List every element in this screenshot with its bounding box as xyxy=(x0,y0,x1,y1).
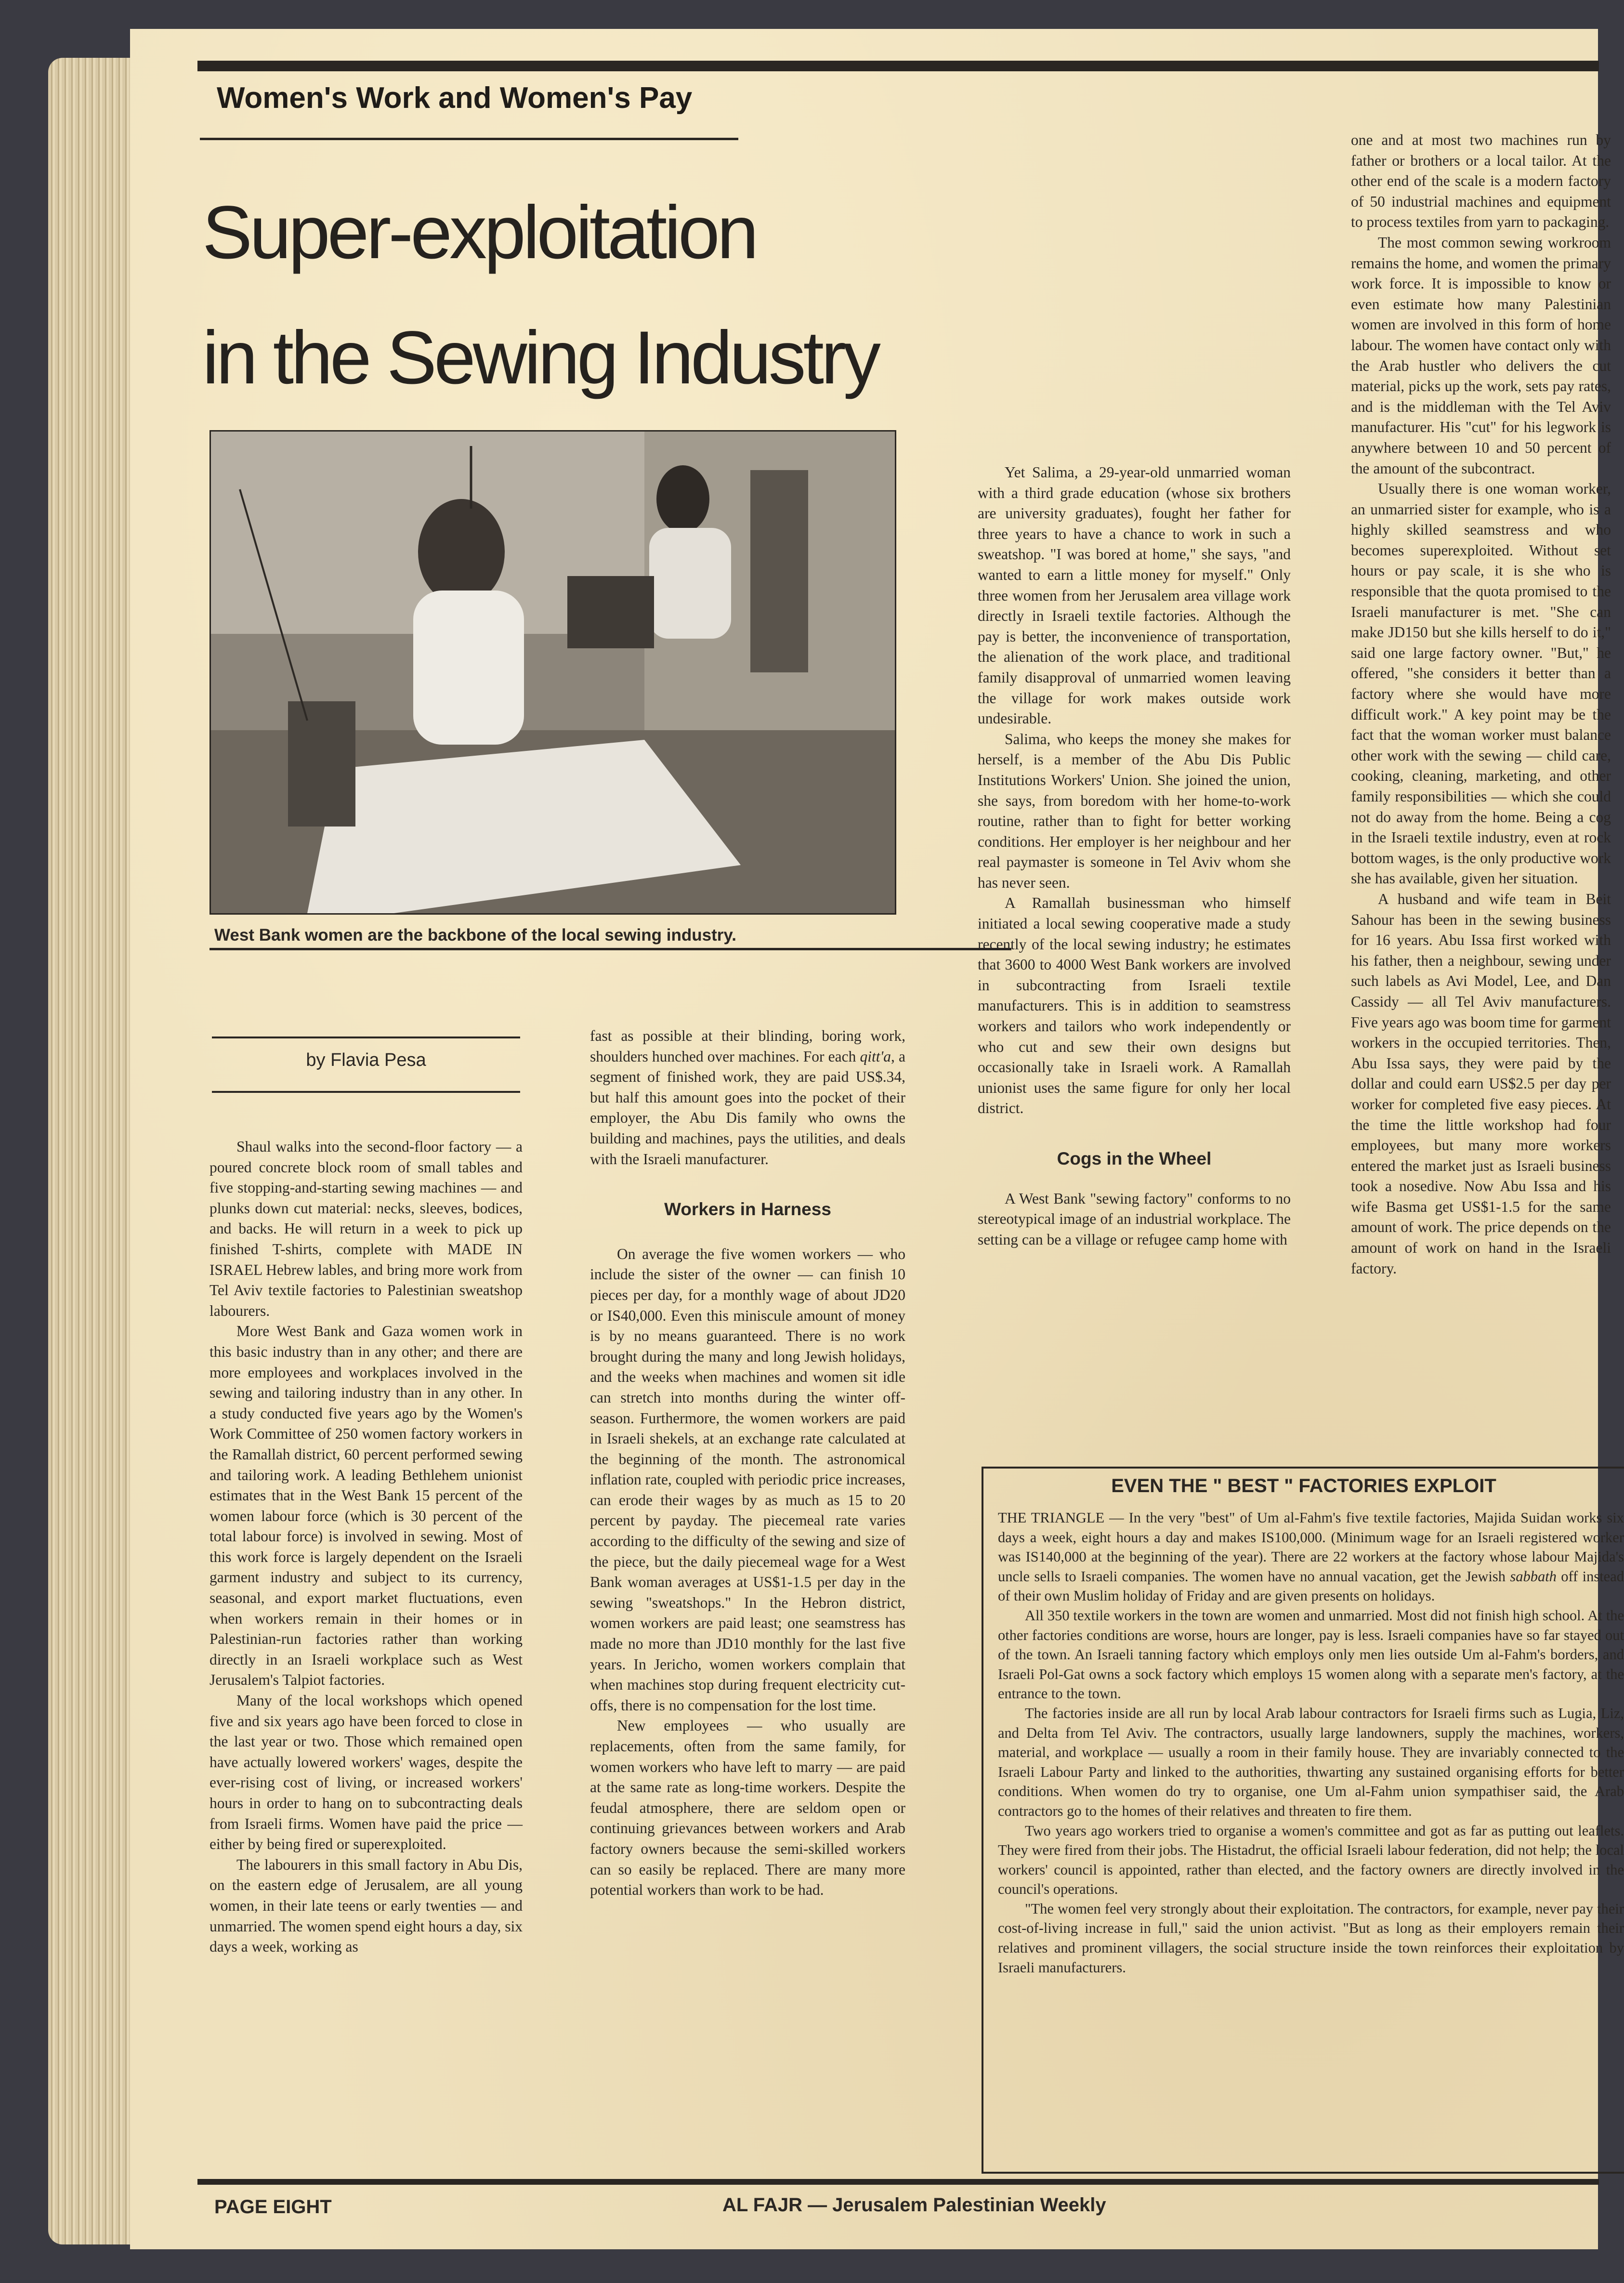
newspaper-page xyxy=(130,29,1624,2249)
paragraph: A Ramallah businessman who himself initiated a local sewing cooperative made a study recently of the local sewing industry; he estimates that 3600 to 4000 West Bank workers are involved in subcontracting from Israeli textile manufacturers. This is in addition to seamstress workers and tailors who work independently or who cut and sew their own designs but occasionally take in Israeli work. A Ramallah unionist uses the same figure for only her local district. xyxy=(978,894,1291,1117)
section-kicker: Women's Work and Women's Pay xyxy=(217,81,693,115)
byline-rule-top xyxy=(212,1037,520,1038)
paragraph: THE TRIANGLE — In the very "best" of Um al-Fahm's five textile factories, Majida Suidan works six days a week, eight hours a day and makes IS100,000. (Minimum wage for an Israeli registered worker was IS140,000 at the beginning of the year). There are 22 workers at the factory whose labour Majida's uncle sells to Israeli companies. The women have no annual vacation, get the Jewish sabbath off instead of their own Muslim holiday of Friday and are given presents on holidays. xyxy=(998,1509,1624,1604)
paragraph: Salima, who keeps the money she makes for herself, is a member of the Abu Dis Public Institutions Workers' Union. She joined the union, she says, from boredom with her home-to-work routine, rather than to fight for better working conditions. Her employer is her neighbour and her real paymaster is someone in Tel Aviv whom she has never seen. xyxy=(978,730,1291,891)
article-column-1 xyxy=(210,1137,523,1957)
article-column-4 xyxy=(1351,130,1611,1279)
paragraph: New employees — who usually are replacements, often from the same family, for women workers who have left to marry — are paid at the same rate as long-time workers. Despite the feudal atmosphere, there are seldom open or continuing grievances between workers and Arab factory owners because the semi-skilled workers can so easily be replaced. There are many more potential workers than work to be had. xyxy=(590,1717,905,1899)
sewing-workers-photo-illustration xyxy=(211,432,895,913)
paragraph: The labourers in this small factory in Abu Dis, on the eastern edge of Jerusalem, are all young women, in their late teens or early twenties — and unmarried. The women spend eight hours a day, six days a week, working as xyxy=(210,1856,523,1955)
paragraph: Many of the local workshops which opened five and six years ago have been forced to close in the last year or two. Those which remained open have actually lowered workers' wages, despite the ever-rising cost of living, or increased workers' hours in order to hang on to subcontracting deals from Israeli firms. Women have paid the price — either by being fired or superexploited. xyxy=(210,1692,523,1853)
headline-line-2: in the Sewing Industry xyxy=(202,316,878,400)
paragraph: The most common sewing workroom remains the home, and women the primary work force. It is impossible to know or even estimate how many Palestinian women are involved in this form of home labour. The women have contact only with the Arab hustler who delivers the cut material, picks up the work, sets pay rates, and is the middleman with the Tel Aviv manufacturer. His "cut" for his legwork is anywhere between 10 and 50 percent of the amount of the subcontract. xyxy=(1351,234,1611,477)
article-column-3 xyxy=(978,462,1291,1250)
page-number: PAGE EIGHT xyxy=(214,2196,332,2217)
paragraph: Shaul walks into the second-floor factory — a poured concrete block room of small tables and five stopping-and-starting sewing machines — and plunks down cut material: necks, sleeves, bodices, and backs. He will return in a week to pick up finished T-shirts, complete with MADE IN ISRAEL Hebrew lables, and bring more work from Tel Aviv textile factories to Palestinian sweatshop labourers. xyxy=(210,1138,523,1319)
paragraph: Yet Salima, a 29-year-old unmarried woman with a third grade education (whose six brothers are university graduates), fought her father for three years to have a chance to work in such a sweatshop. "I was bored at home," she says, "and wanted to earn a little money for myself." Only three women from her Jerusalem area village work directly in Israeli textile factories. Although the pay is better, the inconvenience of transportation, the alienation of the work place, and traditional family disapproval of unmarried women leaving the village for work makes outside work undesirable. xyxy=(978,464,1291,727)
paragraph: Two years ago workers tried to organise a women's committee and got as far as putting out leaflets. They were fired from their jobs. The Histadrut, the official Israeli labour federation, did not help; the local workers' council is appointed, rather than elected, and the factory owners are directly involved in the council's operations. xyxy=(998,1822,1624,1898)
article-photo xyxy=(210,430,896,915)
headline-line-1: Super-exploitation xyxy=(202,191,756,275)
paragraph: A husband and wife team in Beit Sahour has been in the sewing business for 16 years. Abu Issa first worked with his father, then a neighbour, sewing under such labels as Avi Model, Lee, and Dan Cassidy — all Tel Aviv manufacturers. Five years ago was boom time for garment workers in the occupied territories. Then, Abu Issa says, they were paid by the dollar and could earn US$2.5 per day per worker for completed five easy pieces. At the time the little workshop had four employees, but many more workers entered the market just as Israeli business took a nosedive. Now Abu Issa and his wife Basma get US$1-1.5 for the same amount of work. The price depends on the amount of work on hand in the Israeli factory. xyxy=(1351,890,1611,1277)
subhead-workers-in-harness: Workers in Harness xyxy=(664,1199,831,1220)
sidebar-body xyxy=(998,1508,1624,1977)
publication-footer: AL FAJR — Jerusalem Palestinian Weekly xyxy=(722,2194,1106,2216)
subhead-cogs-in-the-wheel: Cogs in the Wheel xyxy=(1057,1149,1212,1168)
top-rule xyxy=(197,61,1599,71)
paragraph: one and at most two machines run by father or brothers or a local tailor. At the other end of the scale is a modern factory of 50 industrial machines and equipment to process textiles from yarn to packaging. xyxy=(1351,131,1611,231)
kicker-rule xyxy=(200,138,738,140)
article-column-2 xyxy=(590,1026,905,1901)
sidebar-title: EVEN THE " BEST " FACTORIES EXPLOIT xyxy=(1111,1475,1496,1496)
paragraph: On average the five women workers — who include the sister of the owner — can finish 10 pieces per day, for a monthly wage of about JD20 or IS40,000. Even this miniscule amount of money is by no means guaranteed. There is no work brought during the many and long Jewish holidays, and the weeks when machines and women sit idle can stretch into months during the winter off-season. Furthermore, the women workers are paid in Israeli shekels, at an exchange rate calculated at the beginning of the month. The astronomical inflation rate, coupled with periodic price increases, can erode their wages by as much as 15 to 20 percent by payday. The piecemeal rate varies according to the difficulty of the sewing and size of the piece, but the daily piecemeal wage for a West Bank woman averages at US$1-1.5 per day in the sewing "sweatshops." In the Hebron district, women workers are paid least; one seamstress has made no more than JD10 monthly for the last five years. In Jericho, women workers complain that when machines stop during frequent electricity cut-offs, there is no compensation for the lost time. xyxy=(590,1245,905,1714)
paragraph: All 350 textile workers in the town are women and unmarried. Most did not finish high school. At the other factories conditions are worse, hours are longer, pay is less. Israeli companies have so far stayed out of the town. An Israeli tanning factory which employs only men lies outside Um al-Fahm's borders, and Israeli Pol-Gat owns a sock factory which employs 15 women along with a separate men's factory, at the entrance to the town. xyxy=(998,1607,1624,1702)
photo-caption: West Bank women are the backbone of the local sewing industry. xyxy=(214,926,736,945)
paragraph: fast as possible at their blinding, boring work, shoulders hunched over machines. For each qitt'a, a segment of finished work, they are paid US$.34, but half this amount goes into the pocket of their employer, the Abu Dis family who owns the building and machines, pays the utilities, and deals with the Israeli manufacturer. xyxy=(590,1027,906,1168)
bottom-rule xyxy=(197,2179,1599,2185)
sidebar-box xyxy=(982,1467,1624,2174)
caption-rule xyxy=(210,948,1011,950)
byline-rule-bottom xyxy=(212,1091,520,1093)
paragraph: A West Bank "sewing factory" conforms to no stereotypical image of an industrial workplace. The setting can be a village or refugee camp home with xyxy=(978,1190,1291,1248)
paragraph: Usually there is one woman worker, an unmarried sister for example, who is a highly skilled seamstress and who becomes superexploited. Without set hours or pay scale, it is she who is responsible that the quota promised to the Israeli manufacturer is met. "She can make JD150 but she kills herself to do it," said one large factory owner. "But," he offered, "she considers it better than a factory where she would have more difficult work." A key point may be the fact that the woman worker must balance other work with the sewing — child care, cooking, cleaning, marketing, and other family responsibilities — which she could not do away from the home. Being a cog in the Israeli textile industry, even at rock bottom wages, is the only productive work she has available, given her situation. xyxy=(1351,480,1611,887)
paragraph: The factories inside are all run by local Arab labour contractors for Israeli firms such as Lugia, Liz, and Delta from Tel Aviv. The contractors, usually large landowners, supply the machines, workers, material, and workplace — usually a room in their family house. They are invariably connected to the Israeli Labour Party and linked to the authorities, thwarting any sustained organising efforts for better conditions. When women do try to organise, one Um al-Fahm union sympathiser said, the Arab contractors go to the homes of their relatives and threaten to fire them. xyxy=(998,1705,1624,1819)
byline: by Flavia Pesa xyxy=(306,1050,426,1070)
paragraph: More West Bank and Gaza women work in this basic industry than in any other; and there are more employees and workplaces involved in the sewing and tailoring industry than in any other. In a study conducted five years ago by the Women's Work Committee of 250 women factory workers in the Ramallah district, 60 percent performed sewing and tailoring work. A leading Bethlehem unionist estimates that in the West Bank 15 percent of the women labour force (which is 30 percent of the total labour force) is involved in sewing. Most of this work force is largely dependent on the Israeli garment industry and subject to its currency, seasonal, and export market fluctuations, even when workers remain in their homes or in Palestinian-run factories rather than working directly in an Israeli workplace such as West Jerusalem's Talpiot factories. xyxy=(210,1323,523,1689)
paragraph: "The women feel very strongly about their exploitation. The contractors, for example, never pay their cost-of-living increase in full," said the union activist. "But as long as their employers remain their relatives and prominent villagers, the social structure inside the town reinforces their exploitation by Israeli manufacturers. xyxy=(998,1900,1624,1976)
